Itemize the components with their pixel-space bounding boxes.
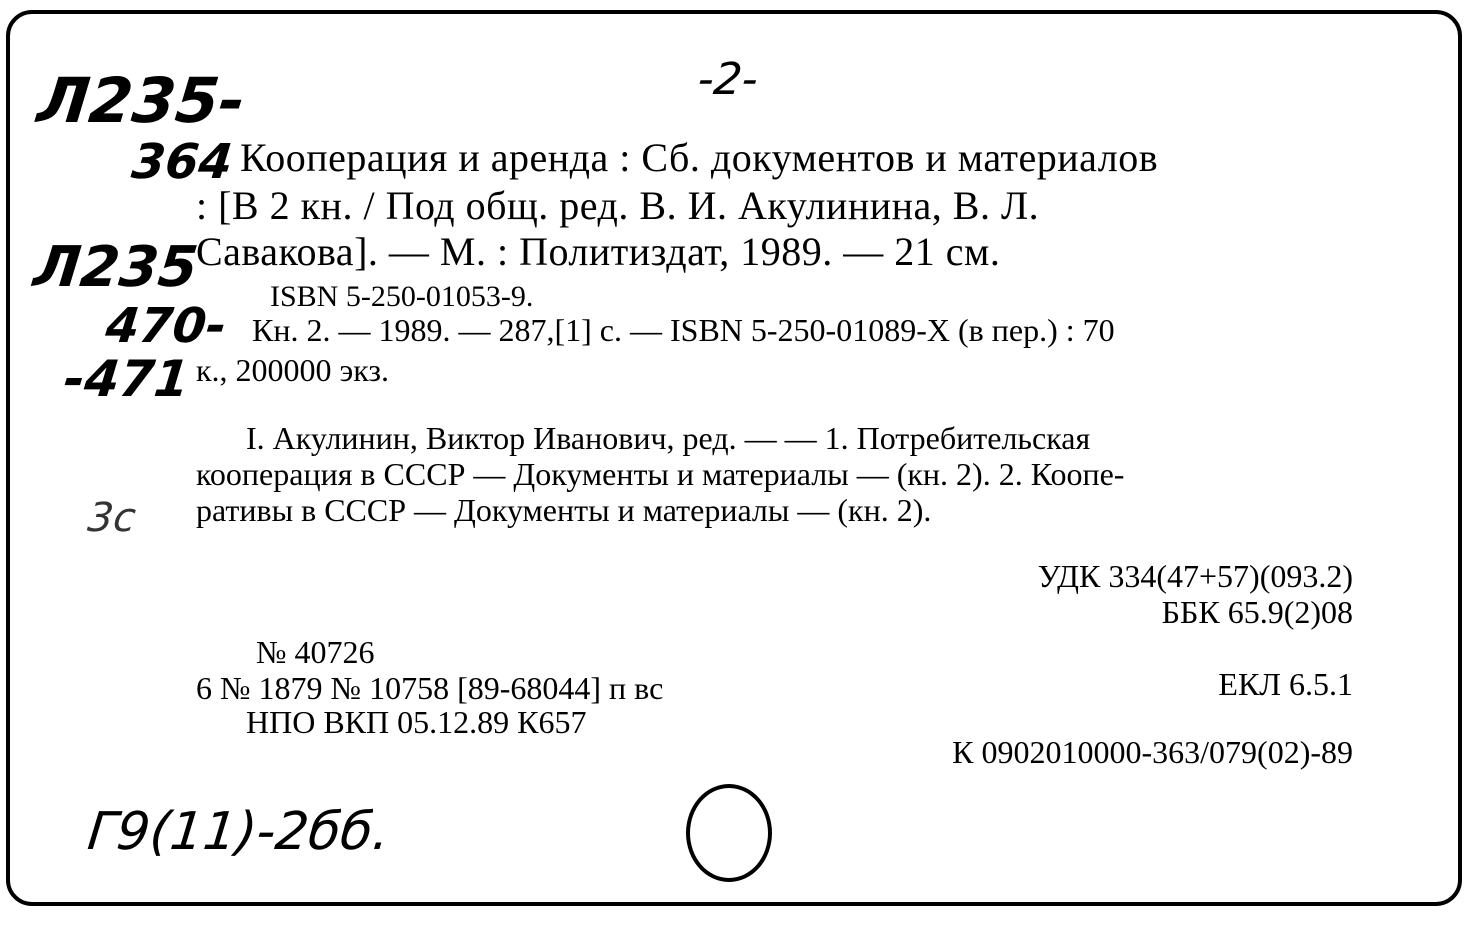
call-number-2-line3: -471 <box>60 350 193 408</box>
entry-line-3: Савакова]. — М. : Политиздат, 1989. — 21 см. <box>196 229 1001 274</box>
call-number-2-line2: 470- <box>103 298 230 354</box>
k-code: К 0902010000-363/079(02)-89 <box>952 734 1353 770</box>
entry-isbn: ISBN 5-250-01053-9. <box>270 280 534 313</box>
tracing-line-3: ративы в СССР — Документы и материалы — (кн. 2). <box>196 492 932 528</box>
volume-line-2: к., 200000 экз. <box>196 352 390 388</box>
handwritten-mark: 3с <box>85 495 138 541</box>
page-number: -2- <box>695 54 761 105</box>
ekl-code: ЕКЛ 6.5.1 <box>1218 666 1353 702</box>
entry-line-2: : [В 2 кн. / Под общ. ред. В. И. Акулинина, В. Л. <box>196 183 1040 228</box>
entry-line-1: Кооперация и аренда : Сб. документов и материалов <box>240 135 1159 180</box>
handwritten-bottom-code: Г9(11)-2бб. <box>84 802 393 862</box>
call-number-1-line1: Л235- <box>34 64 249 137</box>
print-number: № 40726 <box>256 634 375 670</box>
bbk-code: ББК 65.9(2)08 <box>1161 594 1353 630</box>
call-number-2-line1: Л235 <box>30 235 201 300</box>
volume-line-1: Кн. 2. — 1989. — 287,[1] с. — ISBN 5-250-01089-X (в пер.) : 70 <box>252 312 1115 348</box>
udk-code: УДК 334(47+57)(093.2) <box>1037 558 1353 594</box>
tracing-line-1: I. Акулинин, Виктор Иванович, ред. — — 1. Потребительская <box>246 420 1091 456</box>
call-number-1-line2: 364 <box>129 134 236 190</box>
tracing-line-2: кооперация в СССР — Документы и материалы — (кн. 2). 2. Коопе- <box>196 456 1125 492</box>
card-punch-hole <box>686 784 772 882</box>
print-info-line-3: НПО ВКП 05.12.89 К657 <box>246 704 587 740</box>
print-info-line-2: 6 № 1879 № 10758 [89-68044] п вс <box>196 670 664 706</box>
